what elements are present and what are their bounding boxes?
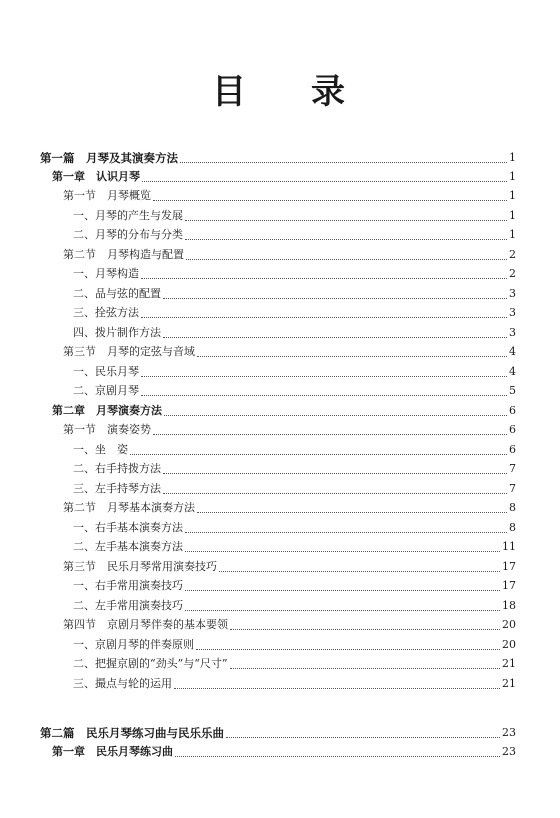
toc-entry-item bbox=[73, 324, 516, 342]
toc-entry-item bbox=[73, 675, 516, 693]
dot-leader bbox=[164, 414, 507, 416]
toc-entry-chapter bbox=[52, 168, 516, 186]
toc-entry-label: 三、撮点与轮的运用 bbox=[73, 677, 172, 690]
dot-leader bbox=[175, 755, 500, 757]
toc-entry-label: 第一篇 月琴及其演奏方法 bbox=[40, 151, 178, 165]
toc-entry-page: 6 bbox=[509, 423, 516, 436]
toc-entry-item bbox=[73, 441, 516, 459]
toc-entry-label: 二、京剧月琴 bbox=[73, 384, 139, 397]
dot-leader bbox=[163, 336, 507, 338]
toc-entry-chapter bbox=[52, 402, 516, 420]
toc-entry-section bbox=[63, 421, 516, 439]
toc-entry-label: 第二节 月琴基本演奏方法 bbox=[63, 501, 195, 514]
dot-leader bbox=[185, 531, 507, 533]
toc-entry-label: 一、右手常用演奏技巧 bbox=[73, 579, 183, 592]
toc-entry-section bbox=[63, 246, 516, 264]
dot-leader bbox=[226, 736, 500, 738]
dot-leader bbox=[141, 316, 507, 318]
toc-entry-page: 17 bbox=[502, 579, 516, 592]
dot-leader bbox=[185, 550, 500, 552]
toc-entry-page: 1 bbox=[509, 209, 516, 222]
toc-entry-page: 20 bbox=[502, 638, 516, 651]
toc-entry-item bbox=[73, 363, 516, 381]
toc-entry-page: 1 bbox=[509, 189, 516, 202]
toc-entry-item bbox=[73, 538, 516, 556]
toc-entry-label: 第一章 认识月琴 bbox=[52, 170, 140, 183]
toc-entry-page: 1 bbox=[509, 228, 516, 241]
toc-entry-page: 2 bbox=[509, 267, 516, 280]
toc-entry-label: 一、月琴构造 bbox=[73, 267, 139, 280]
toc-entry-item bbox=[73, 636, 516, 654]
dot-leader bbox=[197, 355, 507, 357]
dot-leader bbox=[196, 648, 500, 650]
toc-entry-label: 第三节 月琴的定弦与音域 bbox=[63, 345, 195, 358]
toc-entry-item bbox=[73, 519, 516, 537]
toc-entry-label: 一、坐 姿 bbox=[73, 443, 128, 456]
toc-entry-label: 第四节 京剧月琴伴奏的基本要领 bbox=[63, 618, 228, 631]
dot-leader bbox=[163, 297, 507, 299]
title-char-2: 录 bbox=[311, 72, 345, 112]
toc-entry-page: 6 bbox=[509, 404, 516, 417]
toc-entry-page: 3 bbox=[509, 306, 516, 319]
toc-entry-item bbox=[73, 480, 516, 498]
toc-entry-label: 二、把握京剧的“劲头”与“尺寸” bbox=[73, 657, 228, 670]
toc-entry-label: 一、月琴的产生与发展 bbox=[73, 209, 183, 222]
dot-leader bbox=[186, 258, 507, 260]
toc-entry-label: 二、左手基本演奏方法 bbox=[73, 540, 183, 553]
toc-entry-label: 二、右手持拨方法 bbox=[73, 462, 161, 475]
title-char-1: 目 bbox=[212, 72, 246, 112]
toc-entry-page: 11 bbox=[502, 540, 516, 553]
toc-entry-label: 一、京剧月琴的伴奏原则 bbox=[73, 638, 194, 651]
dot-leader bbox=[142, 180, 507, 182]
toc-entry-page: 23 bbox=[502, 745, 516, 758]
dot-leader bbox=[230, 628, 500, 630]
toc-entry-chapter bbox=[52, 743, 516, 761]
toc-entry-section bbox=[63, 499, 516, 517]
toc-entry-page: 8 bbox=[509, 521, 516, 534]
toc-entry-label: 第三节 民乐月琴常用演奏技巧 bbox=[63, 560, 217, 573]
toc-entry-page: 3 bbox=[509, 287, 516, 300]
toc-entry-page: 21 bbox=[502, 677, 516, 690]
toc-entry-label: 第二节 月琴构造与配置 bbox=[63, 248, 184, 261]
dot-leader bbox=[180, 161, 507, 163]
toc-entry-label: 第一节 月琴概览 bbox=[63, 189, 151, 202]
dot-leader bbox=[185, 609, 500, 611]
dot-leader bbox=[141, 375, 507, 377]
toc-entry-item bbox=[73, 226, 516, 244]
dot-leader bbox=[141, 394, 507, 396]
toc-entry-page: 1 bbox=[509, 170, 516, 183]
dot-leader bbox=[185, 238, 507, 240]
toc-entry-label: 二、左手常用演奏技巧 bbox=[73, 599, 183, 612]
toc-entry-section bbox=[63, 187, 516, 205]
toc-entry-page: 7 bbox=[509, 482, 516, 495]
toc-entry-page: 17 bbox=[502, 560, 516, 573]
dot-leader bbox=[141, 277, 507, 279]
toc-entry-part bbox=[40, 149, 516, 167]
toc-entry-page: 21 bbox=[502, 657, 516, 670]
toc-entry-item bbox=[73, 655, 516, 673]
toc-entry-item bbox=[73, 265, 516, 283]
toc-entry-page: 3 bbox=[509, 326, 516, 339]
toc-entry-label: 三、左手持琴方法 bbox=[73, 482, 161, 495]
toc-entry-section bbox=[63, 616, 516, 634]
toc-entry-page: 18 bbox=[502, 599, 516, 612]
dot-leader bbox=[130, 453, 507, 455]
toc-entry-label: 第二章 月琴演奏方法 bbox=[52, 404, 162, 417]
dot-leader bbox=[163, 492, 507, 494]
dot-leader bbox=[163, 472, 507, 474]
toc-entry-label: 第一章 民乐月琴练习曲 bbox=[52, 745, 173, 758]
dot-leader bbox=[153, 199, 507, 201]
toc-entry-label: 第一节 演奏姿势 bbox=[63, 423, 151, 436]
toc-entry-item bbox=[73, 577, 516, 595]
toc-entry-part bbox=[40, 724, 516, 742]
toc-entry-page: 1 bbox=[509, 151, 516, 164]
toc-entry-page: 6 bbox=[509, 443, 516, 456]
dot-leader bbox=[230, 667, 501, 669]
toc-entry-page: 4 bbox=[509, 345, 516, 358]
toc-entry-item bbox=[73, 382, 516, 400]
toc-entry-label: 二、品与弦的配置 bbox=[73, 287, 161, 300]
toc-entry-page: 5 bbox=[509, 384, 516, 397]
dot-leader bbox=[219, 570, 500, 572]
toc-entry-section bbox=[63, 558, 516, 576]
toc-entry-page: 4 bbox=[509, 365, 516, 378]
toc-entry-label: 四、拨片制作方法 bbox=[73, 326, 161, 339]
toc-entry-page: 23 bbox=[502, 726, 516, 739]
toc-entry-item bbox=[73, 304, 516, 322]
dot-leader bbox=[185, 219, 507, 221]
dot-leader bbox=[153, 433, 507, 435]
toc-entry-label: 一、民乐月琴 bbox=[73, 365, 139, 378]
toc-entry-page: 2 bbox=[509, 248, 516, 261]
toc-entry-label: 三、拴弦方法 bbox=[73, 306, 139, 319]
toc-entry-section bbox=[63, 343, 516, 361]
toc-entry-item bbox=[73, 285, 516, 303]
toc-entry-label: 一、右手基本演奏方法 bbox=[73, 521, 183, 534]
toc-entry-page: 7 bbox=[509, 462, 516, 475]
dot-leader bbox=[174, 687, 500, 689]
toc-entry-page: 8 bbox=[509, 501, 516, 514]
toc-entry-label: 第二篇 民乐月琴练习曲与民乐乐曲 bbox=[40, 726, 224, 740]
dot-leader bbox=[185, 589, 500, 591]
toc-entry-item bbox=[73, 207, 516, 225]
toc-entry-page: 20 bbox=[502, 618, 516, 631]
toc-entry-item bbox=[73, 460, 516, 478]
toc-entry-label: 二、月琴的分布与分类 bbox=[73, 228, 183, 241]
dot-leader bbox=[197, 511, 507, 513]
toc-entry-item bbox=[73, 597, 516, 615]
